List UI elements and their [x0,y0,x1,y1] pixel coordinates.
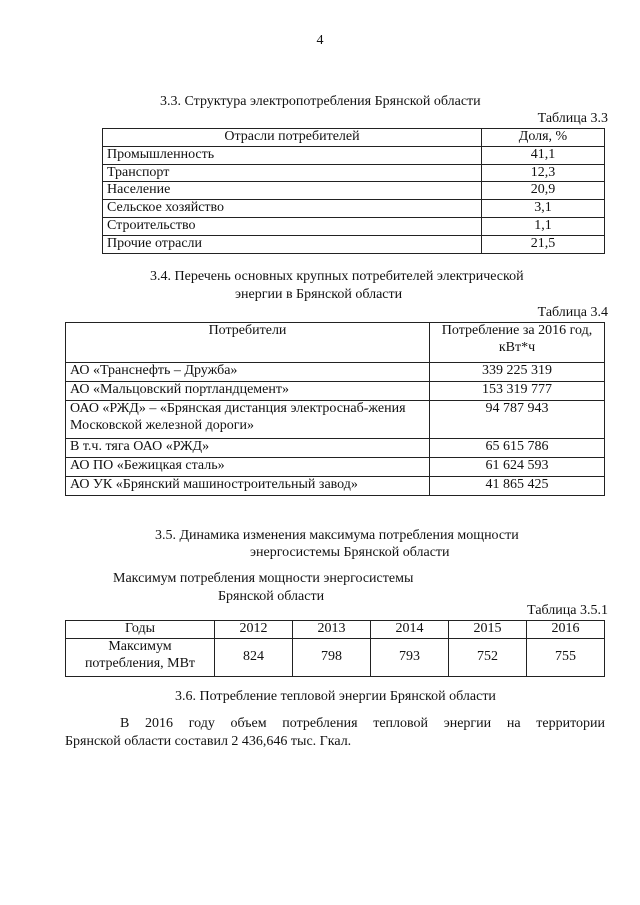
table-cell: Сельское хозяйство [103,200,482,218]
table-cell: 94 787 943 [430,401,605,439]
table-cell: Население [103,182,482,200]
year-cell: 2016 [527,621,605,639]
section-3-6-heading: 3.6. Потребление тепловой энергии Брянской области [175,689,496,704]
year-cell: 2013 [293,621,371,639]
table-header: Отрасли потребителей [103,129,482,147]
section-3-4-heading-line2: энергии в Брянской области [235,287,403,302]
section-3-4-heading-line1: 3.4. Перечень основных крупных потребителей электрической [150,269,524,284]
table-3-4-label: Таблица 3.4 [537,305,608,320]
table-cell: 41 865 425 [430,477,605,496]
table-3-3-label: Таблица 3.3 [537,111,608,126]
table-cell: АО «Мальцовский портландцемент» [66,382,430,401]
value-cell: 798 [293,639,371,677]
table-cell: Промышленность [103,146,482,164]
year-cell: 2012 [215,621,293,639]
table-cell: 1,1 [482,217,605,235]
table-cell: ОАО «РЖД» – «Брянская дистанция электроснаб-жения Московской железной дороги» [66,401,430,439]
table-header: Потребление за 2016 год, кВт*ч [430,323,605,363]
table-3-5-1-caption-line2: Брянской области [218,589,325,604]
table-3-5-1-label: Таблица 3.5.1 [527,603,608,618]
table-cell: Прочие отрасли [103,235,482,253]
value-cell: 752 [449,639,527,677]
table-cell: 61 624 593 [430,458,605,477]
table-cell: АО «Транснефть – Дружба» [66,363,430,382]
table-3-5-1-caption-line1: Максимум потребления мощности энергосистемы [113,571,414,586]
table-row-label: Максимум потребления, МВт [66,639,215,677]
table-cell: 21,5 [482,235,605,253]
table-row-label: Годы [66,621,215,639]
table-3-3 [102,128,605,254]
table-cell: 12,3 [482,164,605,182]
paragraph-line1: В 2016 году объем потребления тепловой энергии на территории [120,716,605,731]
table-cell: 41,1 [482,146,605,164]
section-3-5-heading-line2: энергосистемы Брянской области [250,545,450,560]
table-3-4 [65,322,605,496]
paragraph-line2: Брянской области составил 2 436,646 тыс. Гкал. [65,734,352,749]
value-cell: 755 [527,639,605,677]
table-header: Доля, % [482,129,605,147]
table-header: Потребители [66,323,430,363]
table-cell: АО ПО «Бежицкая сталь» [66,458,430,477]
page-number: 4 [316,33,324,48]
table-cell: АО УК «Брянский машиностроительный завод» [66,477,430,496]
year-cell: 2015 [449,621,527,639]
table-cell: 153 319 777 [430,382,605,401]
table-3-5-1 [65,620,605,677]
table-cell: 3,1 [482,200,605,218]
value-cell: 793 [371,639,449,677]
table-cell: 20,9 [482,182,605,200]
section-3-3-heading: 3.3. Структура электропотребления Брянской области [160,94,481,109]
table-cell: Строительство [103,217,482,235]
table-cell: 65 615 786 [430,439,605,458]
table-cell: Транспорт [103,164,482,182]
section-3-5-heading-line1: 3.5. Динамика изменения максимума потребления мощности [155,528,519,543]
table-cell: В т.ч. тяга ОАО «РЖД» [66,439,430,458]
value-cell: 824 [215,639,293,677]
year-cell: 2014 [371,621,449,639]
table-cell: 339 225 319 [430,363,605,382]
